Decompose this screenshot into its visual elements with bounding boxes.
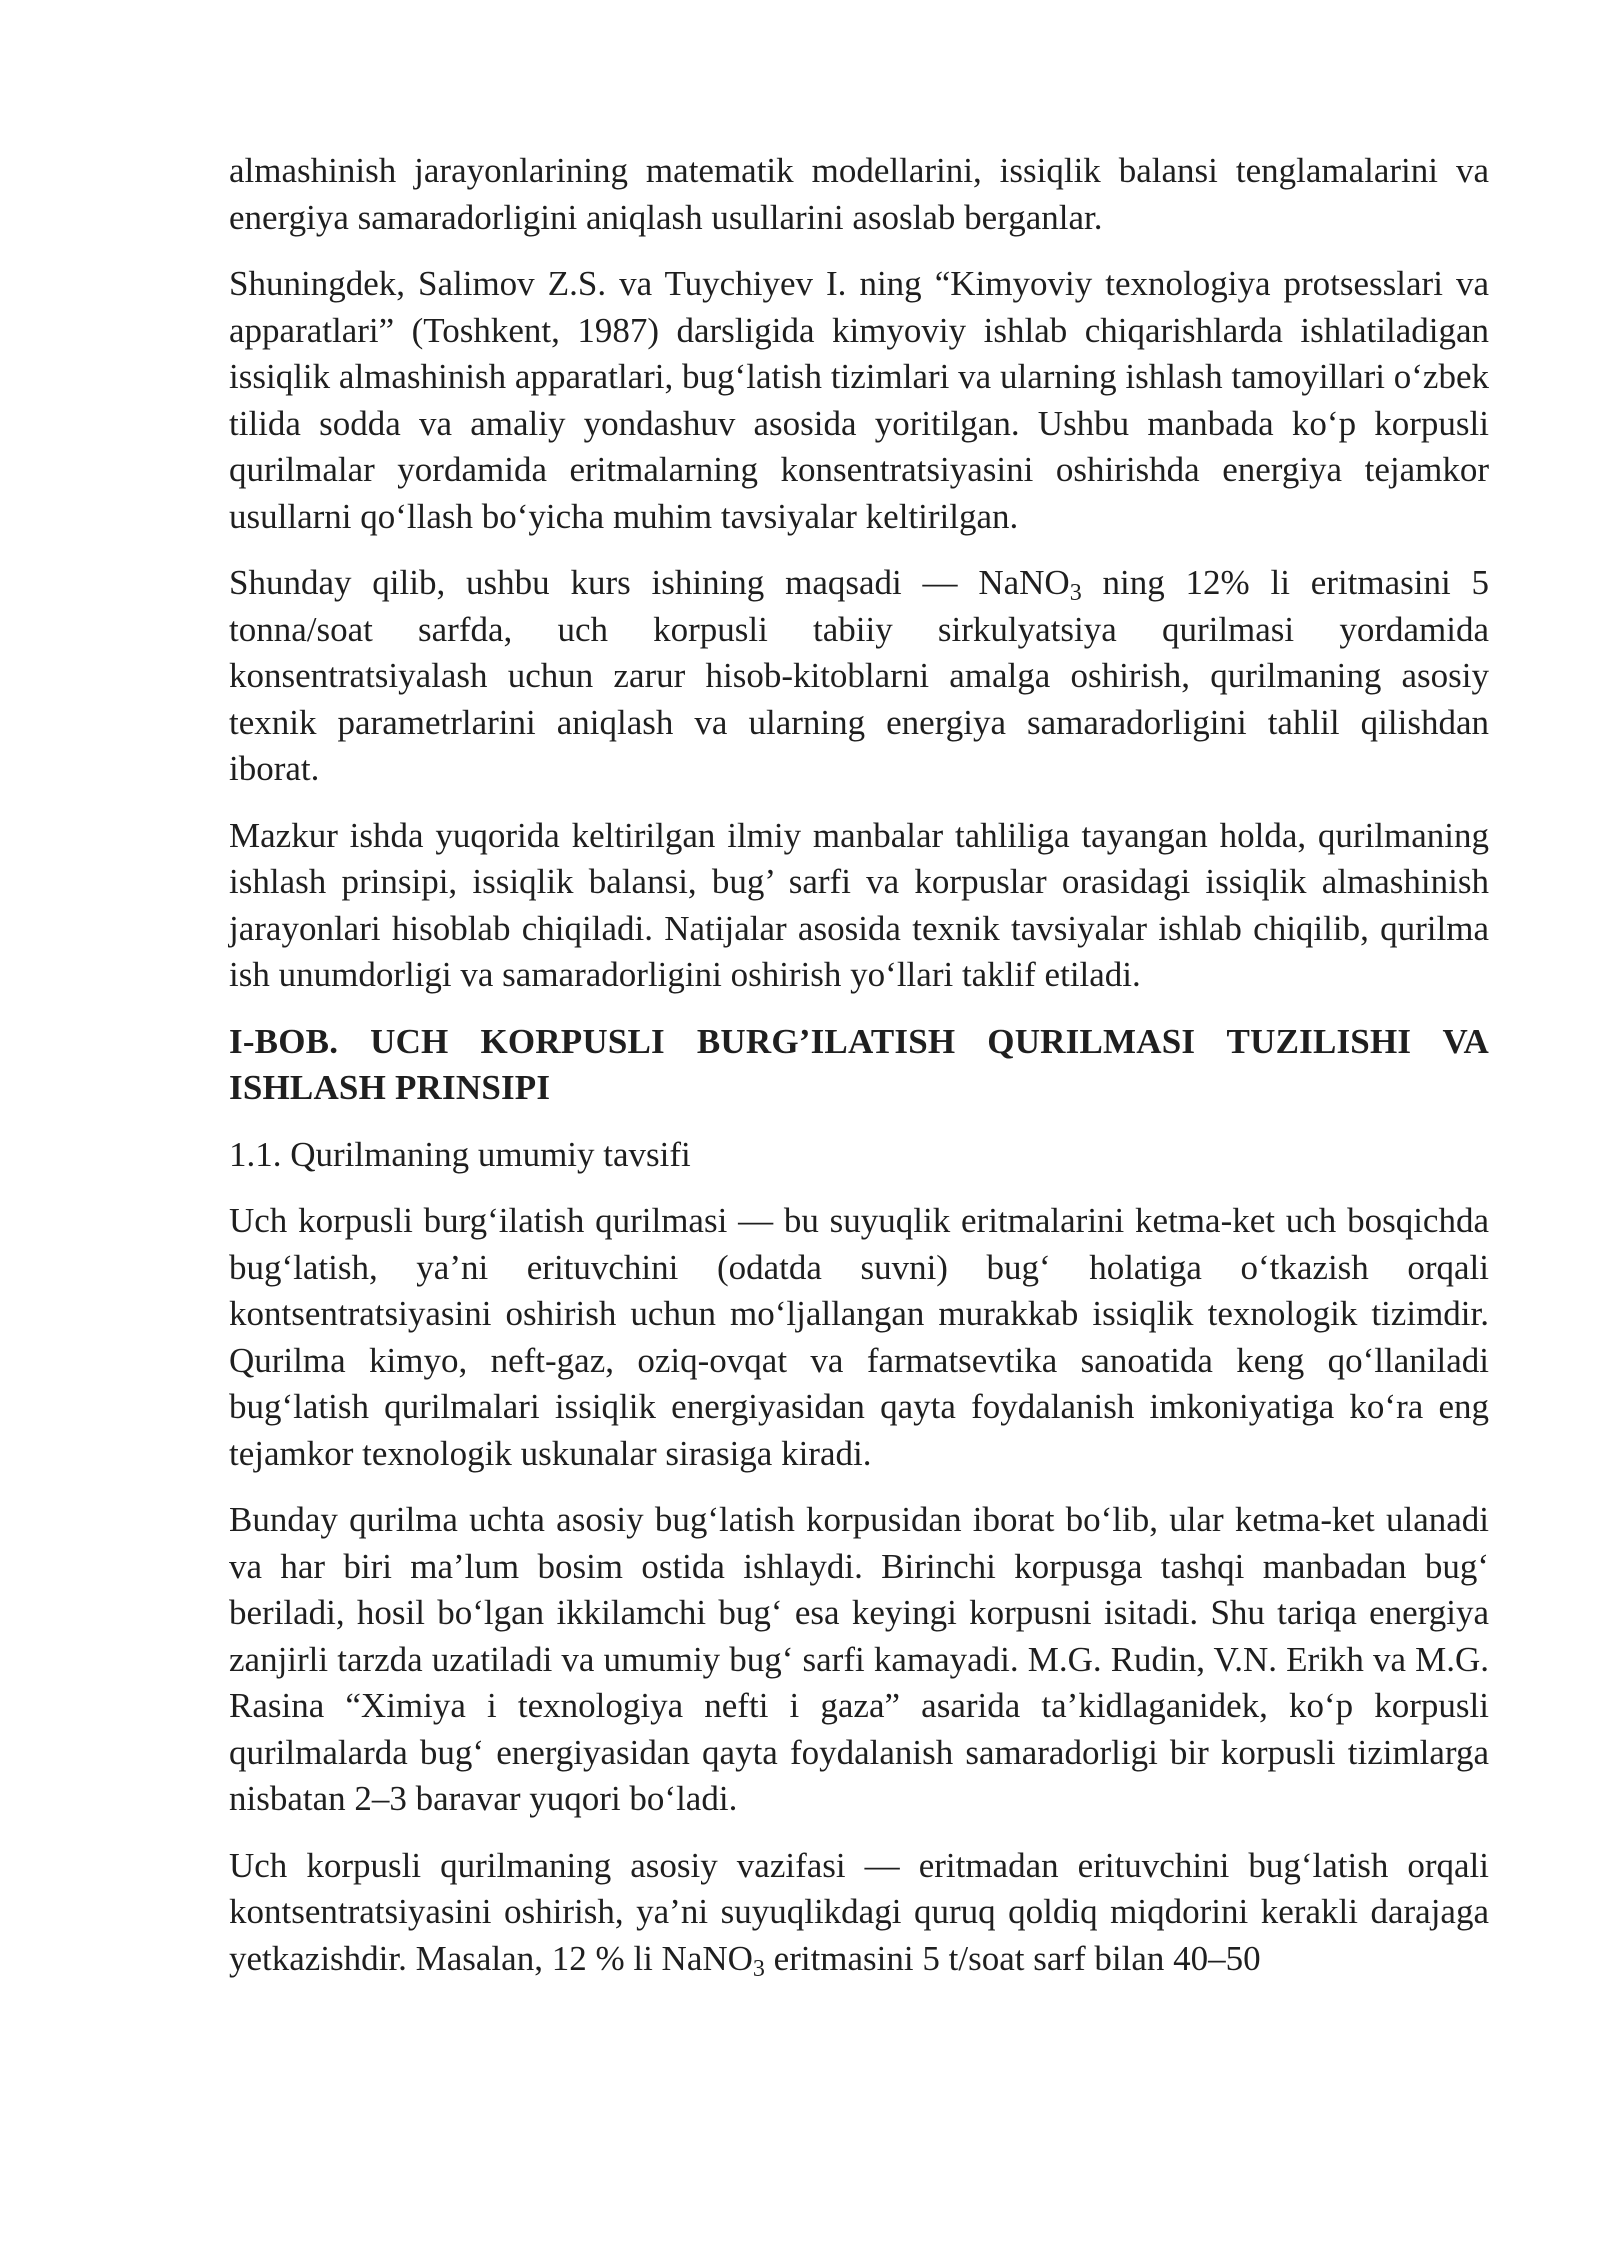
section-subheading: 1.1. Qurilmaning umumiy tavsifi bbox=[229, 1134, 691, 1174]
paragraph-3-text-b: ning 12% li eritmasini 5 tonna/soat sarfda, uch korpusli tabiiy sirkulyatsiya qurilmasi yordamida konsentratsiyalash uchun zarur hisob-kitoblarni amalga oshirish, qurilmaning asosiy texnik parametrlarini aniqlash va ularning energiya samaradorligini tahlil qilishdan iborat. bbox=[229, 563, 1489, 788]
paragraph-7-text-b: eritmasini 5 t/soat sarf bilan 40–50 bbox=[764, 1938, 1261, 1978]
paragraph-3-text-a: Shunday qilib, ushbu kurs ishining maqsadi — NaNO bbox=[229, 563, 1070, 602]
paragraph-2: Shuningdek, Salimov Z.S. va Tuychiyev I. ning “Kimyoviy texnologiya protsesslari va apparatlari” (Toshkent, 1987) darsligida kimyoviy ishlab chiqarishlarda ishlatiladigan issiqlik almashinish apparatlari, bug‘latish tizimlari va ularning ishlash tamoyillari o‘zbek tilida sodda va amaliy yondashuv asosida yoritilgan. Ushbu manbada ko‘p korpusli qurilmalar yordamida eritmalarning konsentratsiyasini oshirishda energiya tejamkor usullarni qo‘llash bo‘yicha muhim tavsiyalar keltirilgan. bbox=[229, 264, 1489, 536]
chapter-heading: I-BOB. UCH KORPUSLI BURG’ILATISH QURILMASI TUZILISHI VA ISHLASH PRINSIPI bbox=[229, 1021, 1489, 1107]
paragraph-1: almashinish jarayonlarining matematik modellarini, issiqlik balansi tenglamalarini va energiya samaradorligini aniqlash usullarini asoslab berganlar. bbox=[229, 151, 1489, 237]
paragraph-3 bbox=[229, 560, 1489, 793]
paragraph-6: Bunday qurilma uchta asosiy bug‘latish korpusidan iborat bo‘lib, ular ketma-ket ulanadi va har biri ma’lum bosim ostida ishlaydi. Birinchi korpusga tashqi manbadan bug‘ beriladi, hosil bo‘lgan ikkilamchi bug‘ esa keyingi korpusni isitadi. Shu tariqa energiya zanjirli tarzda uzatiladi va umumiy bug‘ sarfi kamayadi. M.G. Rudin, V.N. Erikh va M.G. Rasina “Ximiya i texnologiya nefti i gaza” asarida ta’kidlaganidek, ko‘p korpusli qurilmalarda bug‘ energiyasidan qayta foydalanish samaradorligi bir korpusli tizimlarga nisbatan 2–3 baravar yuqori bo‘ladi. bbox=[229, 1500, 1489, 1818]
document-page bbox=[229, 148, 1489, 2002]
paragraph-7 bbox=[229, 1843, 1489, 1983]
paragraph-7-subscript: 3 bbox=[752, 1955, 765, 1982]
paragraph-5: Uch korpusli burg‘ilatish qurilmasi — bu suyuqlik eritmalarini ketma-ket uch bosqichda bug‘latish, ya’ni erituvchini (odatda suvni) bug‘ holatiga o‘tkazish orqali kontsentratsiyasini oshirish uchun mo‘ljallangan murakkab issiqlik texnologik tizimdir. Qurilma kimyo, neft-gaz, oziq-ovqat va farmatsevtika sanoatida keng qo‘llaniladi bug‘latish qurilmalari issiqlik energiyasidan qayta foydalanish imkoniyatiga ko‘ra eng tejamkor texnologik uskunalar sirasiga kiradi. bbox=[229, 1201, 1489, 1473]
paragraph-7-text-a: Uch korpusli qurilmaning asosiy vazifasi — eritmadan erituvchini bug‘latish orqali kontsentratsiyasini oshirish, ya’ni suyuqlikdagi quruq qoldiq miqdorini kerakli darajaga yetkazishdir. Masalan, 12 % li NaNO bbox=[229, 1845, 1489, 1978]
paragraph-3-subscript: 3 bbox=[1069, 580, 1082, 606]
paragraph-4: Mazkur ishda yuqorida keltirilgan ilmiy manbalar tahliliga tayangan holda, qurilmaning ishlash prinsipi, issiqlik balansi, bug’ sarfi va korpuslar orasidagi issiqlik almashinish jarayonlari hisoblab chiqiladi. Natijalar asosida texnik tavsiyalar ishlab chiqilib, qurilma ish unumdorligi va samaradorligini oshirish yo‘llari taklif etiladi. bbox=[229, 815, 1489, 994]
